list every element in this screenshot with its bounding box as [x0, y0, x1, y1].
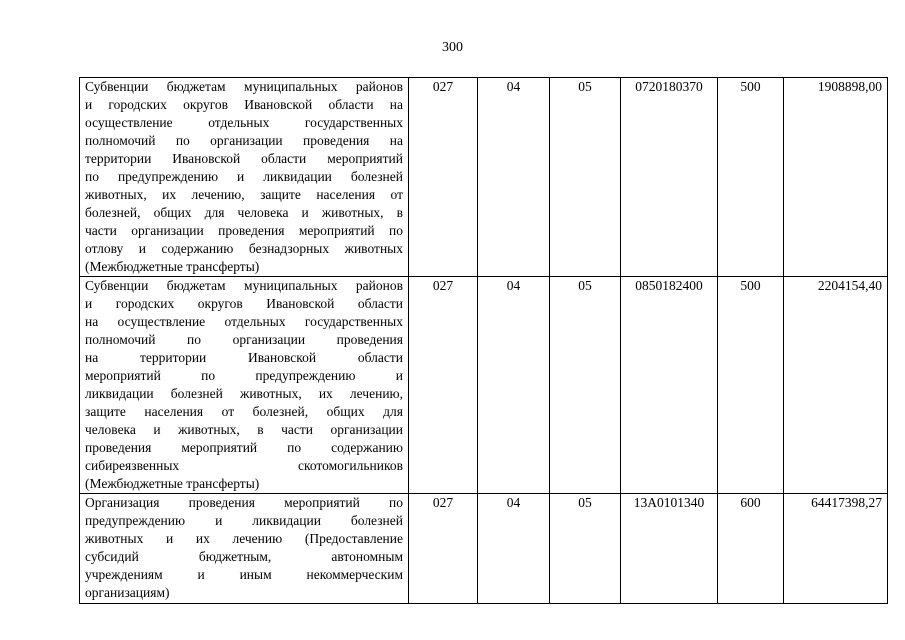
- description-line: полномочий по организации проведения: [85, 332, 403, 347]
- amount-cell: 64417398,27: [784, 494, 888, 604]
- description-line: на осуществление отдельных государственных: [85, 314, 403, 329]
- description-line: полномочий по организации проведения на: [85, 133, 403, 148]
- budget-table: [79, 77, 888, 604]
- table-row: [80, 277, 888, 494]
- subsection-code-cell: 05: [550, 78, 621, 277]
- description-line: проведения мероприятий по содержанию: [85, 440, 403, 455]
- target-article-cell: 13А0101340: [621, 494, 718, 604]
- description-line: Субвенции бюджетам муниципальных районов: [85, 278, 403, 293]
- section-code-cell: 04: [478, 78, 550, 277]
- description-line: субсидий бюджетным, автономным: [85, 549, 403, 564]
- description-line: и городских округов Ивановской области на: [85, 97, 403, 112]
- ministry-code-cell: 027: [409, 494, 478, 604]
- description-line: животных, их лечению, защите населения от: [85, 187, 403, 202]
- description-line: сибиреязвенных скотомогильников: [85, 458, 403, 473]
- section-code-cell: 04: [478, 277, 550, 494]
- target-article-cell: 0850182400: [621, 277, 718, 494]
- description-line: ликвидации болезней животных, их лечению,: [85, 386, 403, 401]
- description-line: организациям): [85, 585, 170, 600]
- description-line: части организации проведения мероприятий по: [85, 223, 403, 238]
- ministry-code-cell: 027: [409, 277, 478, 494]
- amount-cell: 2204154,40: [784, 277, 888, 494]
- ministry-code-cell: 027: [409, 78, 478, 277]
- description-line: и городских округов Ивановской области: [85, 296, 403, 311]
- description-line: мероприятий по предупреждению и: [85, 368, 403, 383]
- expense-type-cell: 500: [718, 277, 784, 494]
- section-code-cell: 04: [478, 494, 550, 604]
- description-line: человека и животных, в части организации: [85, 422, 403, 437]
- description-line: животных и их лечению (Предоставление: [85, 531, 403, 546]
- table-row: [80, 494, 888, 604]
- description-line: учреждениям и иным некоммерческим: [85, 567, 403, 582]
- expense-type-cell: 500: [718, 78, 784, 277]
- description-cell: [80, 277, 409, 494]
- expense-type-cell: 600: [718, 494, 784, 604]
- description-line: болезней, общих для человека и животных, в: [85, 205, 403, 220]
- target-article-cell: 0720180370: [621, 78, 718, 277]
- table-row: [80, 78, 888, 277]
- description-line: по предупреждению и ликвидации болезней: [85, 169, 403, 184]
- description-line: (Межбюджетные трансферты): [85, 476, 260, 491]
- description-line: на территории Ивановской области: [85, 350, 403, 365]
- description-line: Организация проведения мероприятий по: [85, 495, 403, 510]
- subsection-code-cell: 05: [550, 277, 621, 494]
- amount-cell: 1908898,00: [784, 78, 888, 277]
- description-line: Субвенции бюджетам муниципальных районов: [85, 79, 403, 94]
- description-line: территории Ивановской области мероприятий: [85, 151, 403, 166]
- description-cell: [80, 78, 409, 277]
- description-line: защите населения от болезней, общих для: [85, 404, 403, 419]
- description-line: (Межбюджетные трансферты): [85, 259, 260, 274]
- subsection-code-cell: 05: [550, 494, 621, 604]
- page-number: 300: [442, 40, 463, 55]
- description-cell: [80, 494, 409, 604]
- description-line: осуществление отдельных государственных: [85, 115, 403, 130]
- description-line: отлову и содержанию безнадзорных животных: [85, 241, 403, 256]
- description-line: предупреждению и ликвидации болезней: [85, 513, 403, 528]
